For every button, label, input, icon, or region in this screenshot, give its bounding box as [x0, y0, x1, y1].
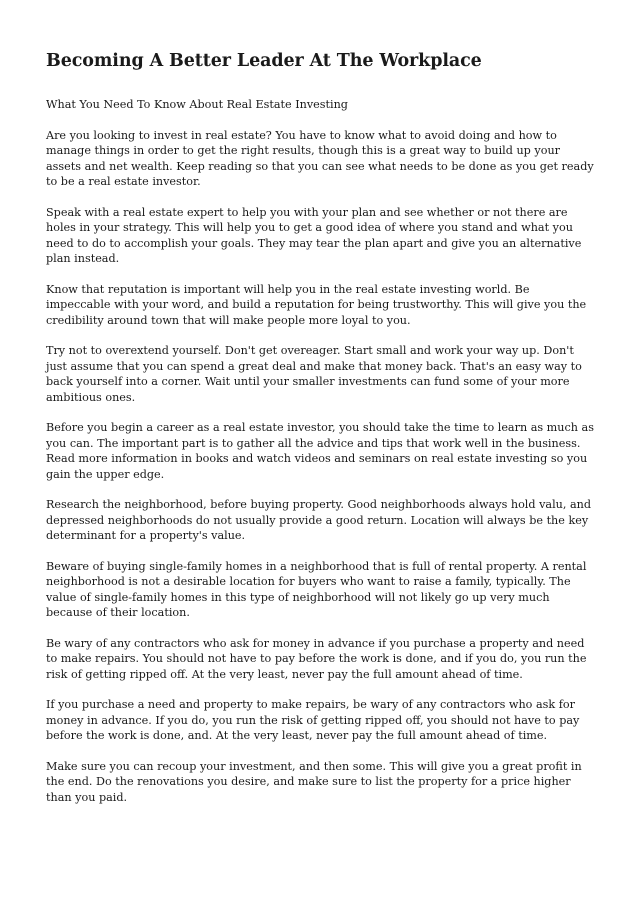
paragraph-1: Are you looking to invest in real estate? You have to know what to avoid doing and how to manage things in order to get the right results, though this is a great way to build up your assets and net wealth. Keep reading so that you can see what needs to be done as you get ready to be a real estate investor.: [46, 128, 594, 188]
paragraph-10: Make sure you can recoup your investment, and then some. This will give you a great profit in the end. Do the renovations you desire, and make sure to list the property for a price higher than you paid.: [46, 759, 582, 804]
paragraph-8: Be wary of any contractors who ask for money in advance if you purchase a property and need to make repairs. You should not have to pay before the work is done, and if you do, you run the risk of getting ripped off. At the very least, never pay the full amount ahead of time.: [46, 636, 587, 681]
paragraph-3: Know that reputation is important will help you in the real estate investing world. Be impeccable with your word, and build a reputation for being trustworthy. This will give you the credibility around town that will make people more loyal to you.: [46, 282, 587, 327]
paragraph-7: Beware of buying single-family homes in a neighborhood that is full of rental property. A rental neighborhood is not a desirable location for buyers who want to raise a family, typically. The value of single-family homes in this type of neighborhood will not likely go up very much because of their location.: [46, 559, 587, 619]
paragraph-2: Speak with a real estate expert to help you with your plan and see whether or not there are holes in your strategy. This will help you to get a good idea of where you stand and what you need to do to accomplish your goals. They may tear the plan apart and give you an alternative plan instead.: [46, 205, 582, 265]
paragraph-9: If you purchase a need and property to make repairs, be wary of any contractors who ask for money in advance. If you do, you run the risk of getting ripped off, you should not have to pay before the work is done, and. At the very least, never pay the full amount ahead of time.: [46, 698, 580, 742]
document-title: Becoming A Better Leader At The Workplace: [46, 51, 482, 71]
document-subtitle: What You Need To Know About Real Estate Investing: [46, 98, 348, 111]
paragraph-5: Before you begin a career as a real estate investor, you should take the time to learn as much as you can. The important part is to gather all the advice and tips that work well in the business. Read more information in books and watch videos and seminars on real estate investing so you gain the upper edge.: [46, 421, 594, 481]
paragraph-6: Research the neighborhood, before buying property. Good neighborhoods always hold valu, and depressed neighborhoods do not usually provide a good return. Location will always be the key determinant for a property's value.: [46, 498, 592, 542]
document-page: [46, 50, 596, 820]
paragraph-4: Try not to overextend yourself. Don't get overeager. Start small and work your way up. Don't just assume that you can spend a great deal and make that money back. That's an easy way to back yourself into a corner. Wait until your smaller investments can fund some of your more ambitious ones.: [46, 344, 582, 404]
